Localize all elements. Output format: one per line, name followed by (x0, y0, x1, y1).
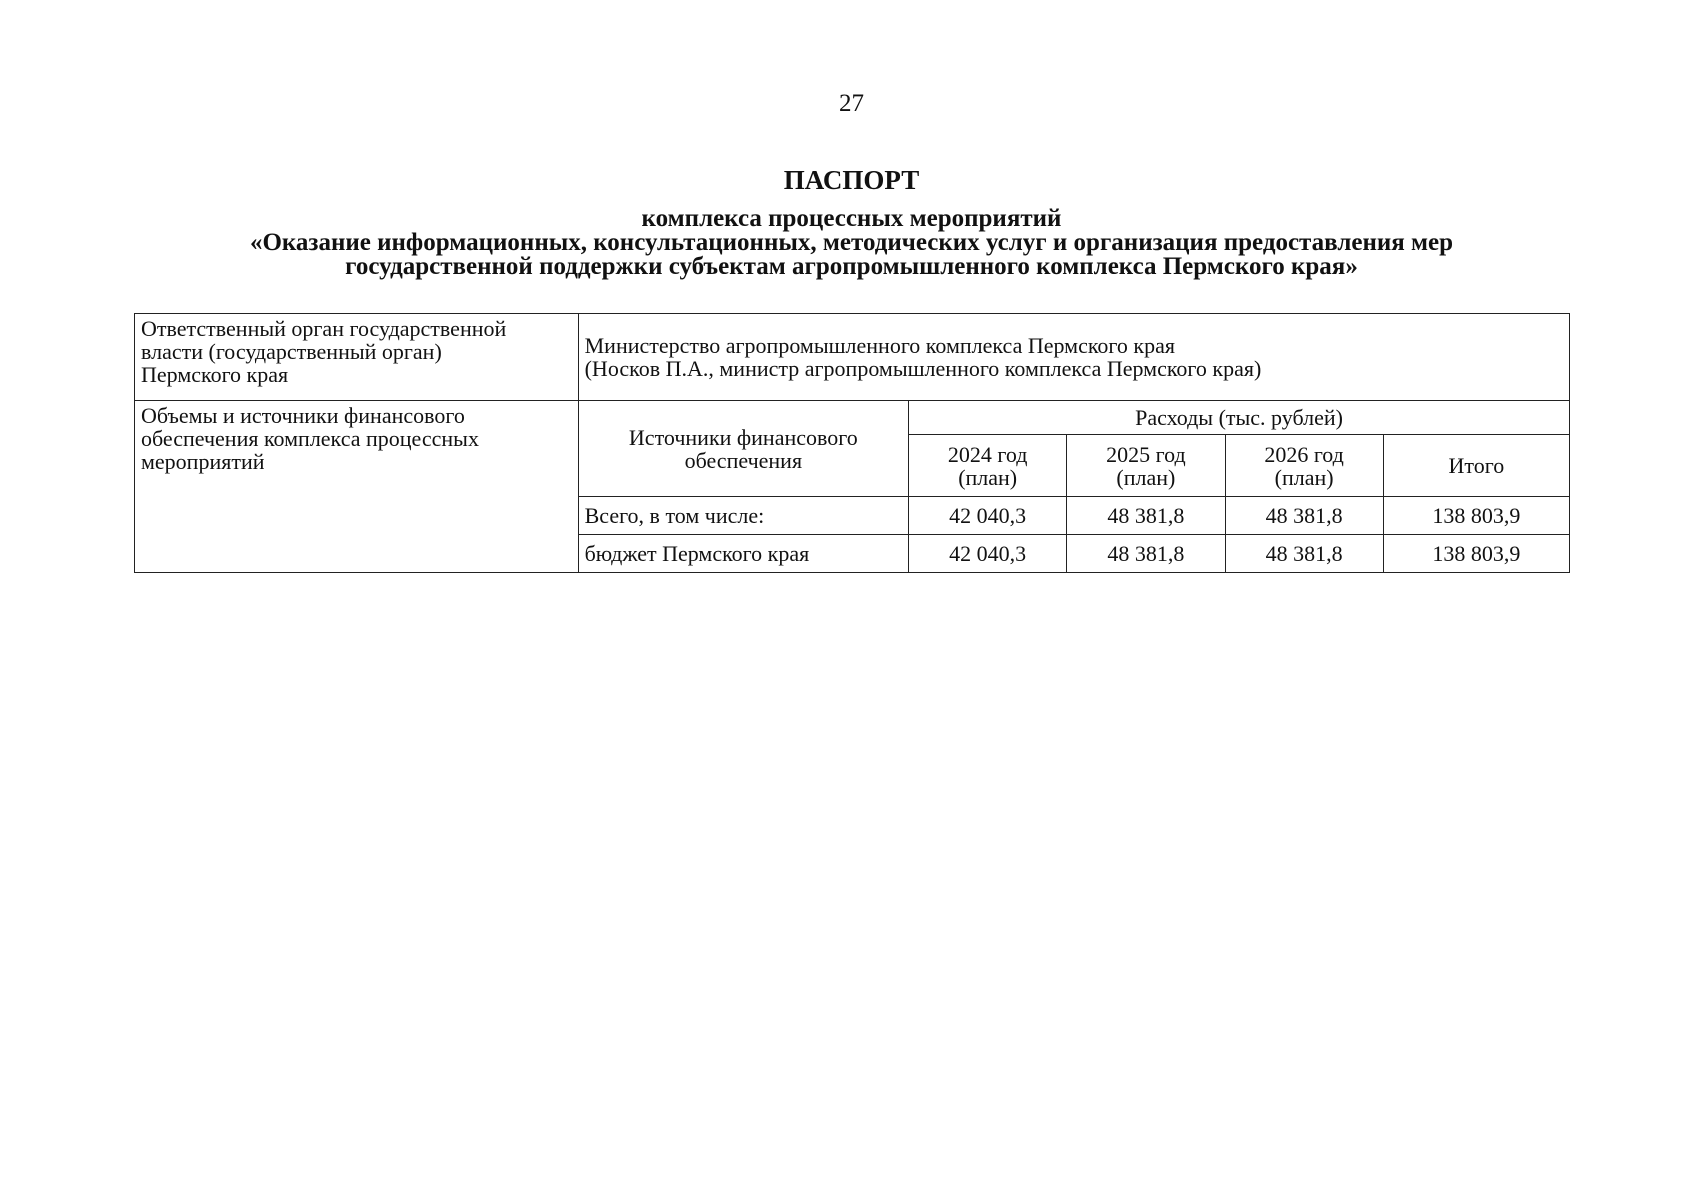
row-total-2025: 48 381,8 (1067, 497, 1225, 535)
row-budget-source: бюджет Пермского края (578, 535, 908, 573)
total-header-cell: Итого (1383, 435, 1569, 497)
financing-label-cell (135, 401, 579, 573)
row-budget-sum: 138 803,9 (1383, 535, 1569, 573)
row-budget-2026: 48 381,8 (1225, 535, 1383, 573)
financing-label-line-3: мероприятий (141, 449, 265, 474)
row-total-2024: 42 040,3 (909, 497, 1067, 535)
row-total-source: Всего, в том числе: (578, 497, 908, 535)
sources-header-line-1: Источники финансового (628, 424, 858, 450)
document-subtitle (100, 207, 1603, 279)
subtitle-line-2: «Оказание информационных, консультационных, методических услуг и организация предоставления мер (249, 229, 1454, 256)
year-2024-label: 2024 год (947, 441, 1028, 467)
responsible-label-line-1: Ответственный орган государственной (141, 316, 507, 341)
subtitle-line-3: государственной поддержки субъектам агропромышленного комплекса Пермского края» (345, 253, 1358, 280)
responsible-row (135, 314, 1570, 401)
year-header-2024 (909, 435, 1067, 497)
year-header-2025 (1067, 435, 1225, 497)
year-2024-note: (план) (958, 464, 1018, 490)
row-total-2026: 48 381,8 (1225, 497, 1383, 535)
responsible-label-line-2: власти (государственный орган) (141, 339, 442, 364)
document-title: ПАСПОРТ (783, 165, 920, 195)
row-budget-2025: 48 381,8 (1067, 535, 1225, 573)
expenses-header-cell: Расходы (тыс. рублей) (909, 401, 1570, 435)
row-total-sum: 138 803,9 (1383, 497, 1569, 535)
financing-label-line-2: обеспечения комплекса процессных (141, 426, 479, 451)
year-2025-label: 2025 год (1106, 441, 1186, 467)
responsible-value-line-1: Министерство агропромышленного комплекса Пермского края (584, 333, 1175, 358)
row-budget-2024: 42 040,3 (909, 535, 1067, 573)
responsible-value-line-2: (Носков П.А., министр агропромышленного комплекса Пермского края) (584, 356, 1262, 381)
year-header-2026 (1225, 435, 1383, 497)
year-2025-note: (план) (1116, 464, 1176, 490)
passport-table (134, 313, 1570, 573)
responsible-value-cell (578, 314, 1569, 401)
subtitle-line-1: комплекса процессных мероприятий (641, 205, 1062, 232)
sources-header-cell (578, 401, 908, 497)
financing-label-line-1: Объемы и источники финансового (141, 403, 465, 428)
responsible-label-cell (135, 314, 579, 401)
year-2026-label: 2026 год (1264, 441, 1344, 467)
responsible-label-line-3: Пермского края (141, 362, 289, 387)
financing-header-row-1 (135, 401, 1570, 435)
page-number: 27 (839, 90, 864, 117)
year-2026-note: (план) (1274, 464, 1334, 490)
sources-header-line-2: обеспечения (684, 447, 803, 473)
